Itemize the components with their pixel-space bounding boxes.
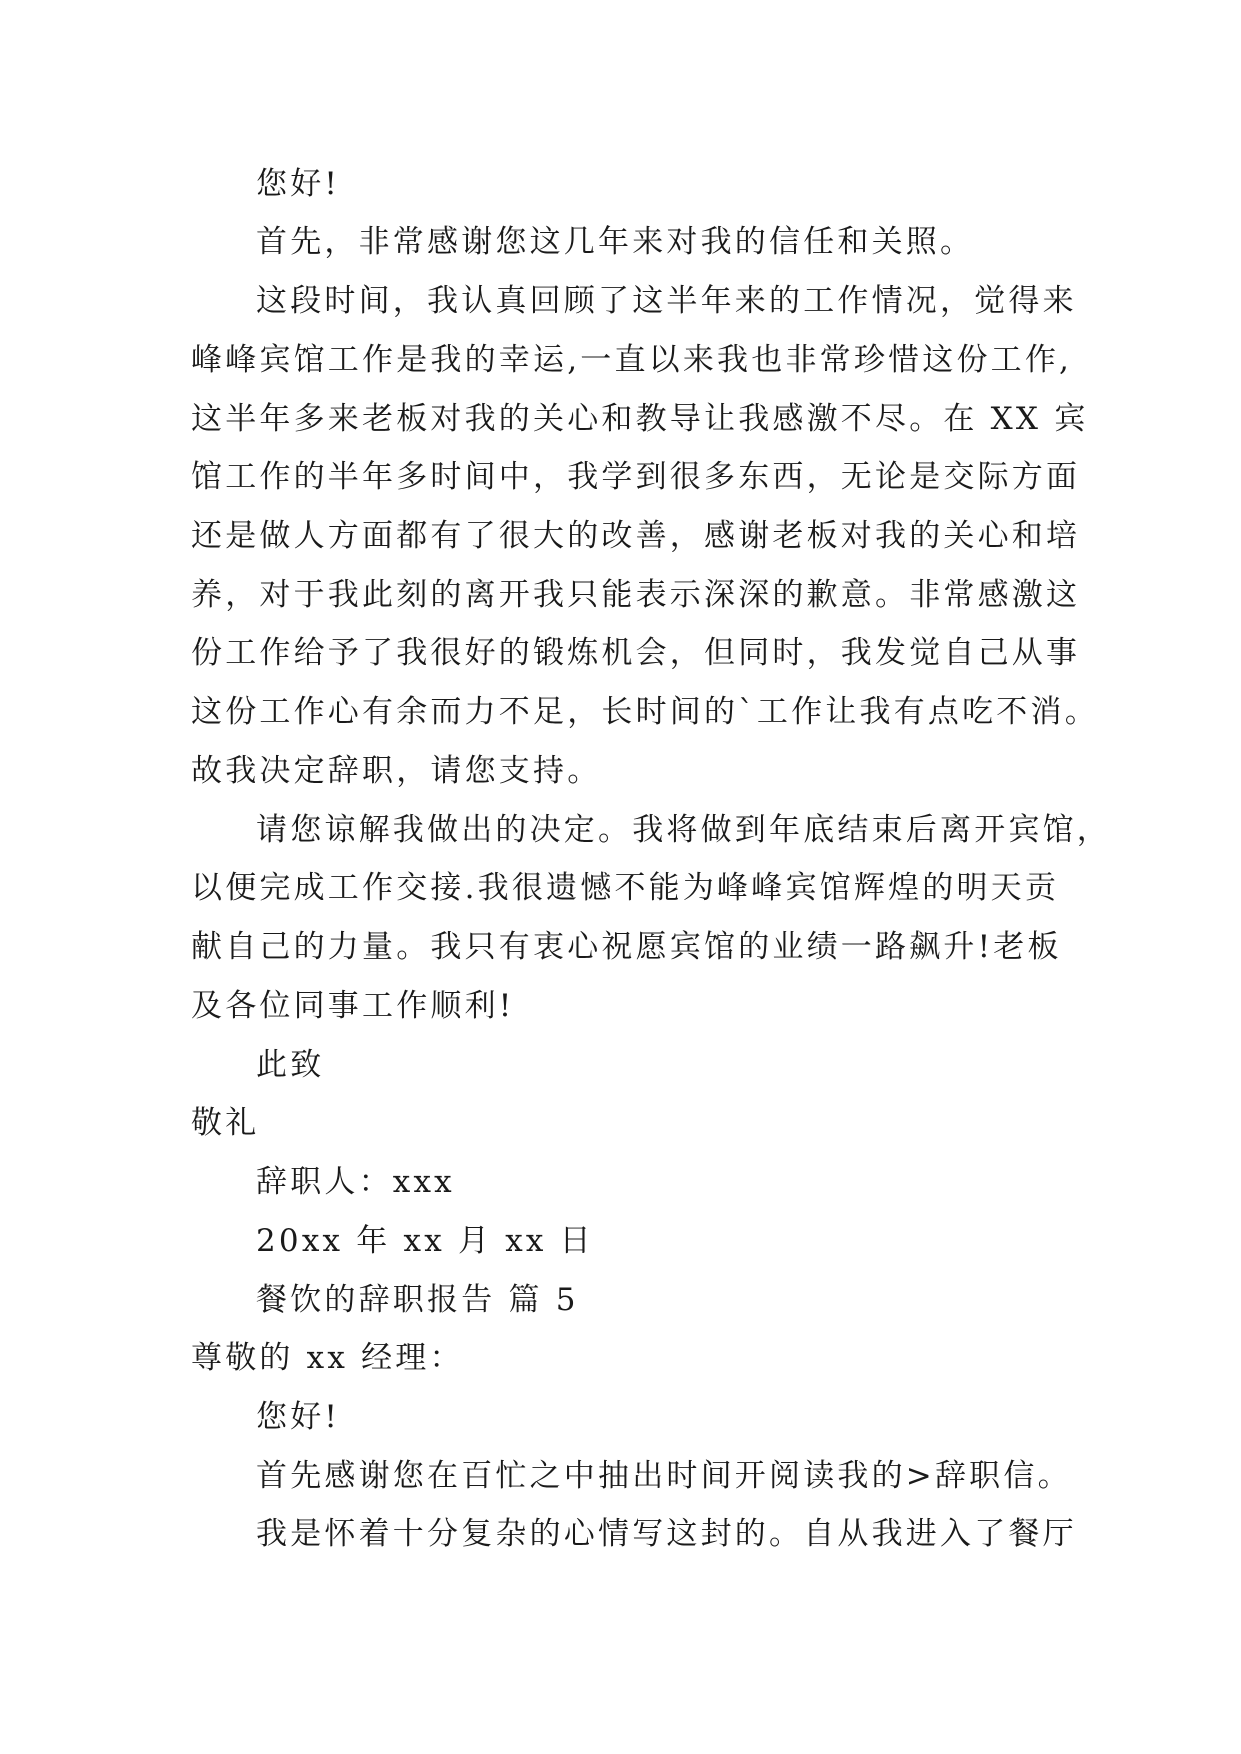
closing-line: 此致 [256, 1047, 325, 1083]
addressee-line: 尊敬的 xx 经理： [191, 1340, 464, 1376]
greeting: 您好! [256, 1399, 341, 1435]
paragraph-line: 及各位同事工作顺利! [191, 988, 515, 1024]
paragraph-line: 峰峰宾馆工作是我的幸运,一直以来我也非常珍惜这份工作, [191, 342, 1073, 378]
paragraph-line: 份工作给予了我很好的锻炼机会，但同时，我发觉自己从事 [191, 635, 1081, 671]
paragraph-line: 请您谅解我做出的决定。我将做到年底结束后离开宾馆， [256, 812, 1111, 848]
section-heading: 餐饮的辞职报告 篇 5 [256, 1282, 579, 1318]
paragraph-line: 这段时间，我认真回顾了这半年来的工作情况，觉得来 [256, 283, 1077, 319]
paragraph-line: 首先，非常感谢您这几年来对我的信任和关照。 [256, 224, 975, 260]
paragraph-line: 养，对于我此刻的离开我只能表示深深的歉意。非常感激这 [191, 577, 1081, 613]
salutation-line: 敬礼 [191, 1105, 260, 1141]
paragraph-line: 还是做人方面都有了很大的改善，感谢老板对我的关心和培 [191, 518, 1081, 554]
paragraph-line: 我是怀着十分复杂的心情写这封的。自从我进入了餐厅 [256, 1516, 1077, 1552]
paragraph-line: 这份工作心有余而力不足，长时间的`工作让我有点吃不消。 [191, 694, 1099, 730]
paragraph-line: 这半年多来老板对我的关心和教导让我感激不尽。在 XX 宾 [191, 401, 1089, 437]
paragraph-line: 馆工作的半年多时间中，我学到很多东西，无论是交际方面 [191, 459, 1081, 495]
paragraph-line: 以便完成工作交接.我很遗憾不能为峰峰宾馆辉煌的明天贡 [191, 870, 1060, 906]
paragraph-line: 首先感谢您在百忙之中抽出时间开阅读我的>辞职信。 [256, 1458, 1072, 1494]
date-line: 20xx 年 xx 月 xx 日 [256, 1223, 594, 1259]
greeting: 您好! [256, 166, 341, 202]
paragraph-line: 献自己的力量。我只有衷心祝愿宾馆的业绩一路飙升!老板 [191, 929, 1062, 965]
paragraph-line: 故我决定辞职，请您支持。 [191, 753, 602, 789]
signer-line: 辞职人：xxx [256, 1164, 455, 1200]
